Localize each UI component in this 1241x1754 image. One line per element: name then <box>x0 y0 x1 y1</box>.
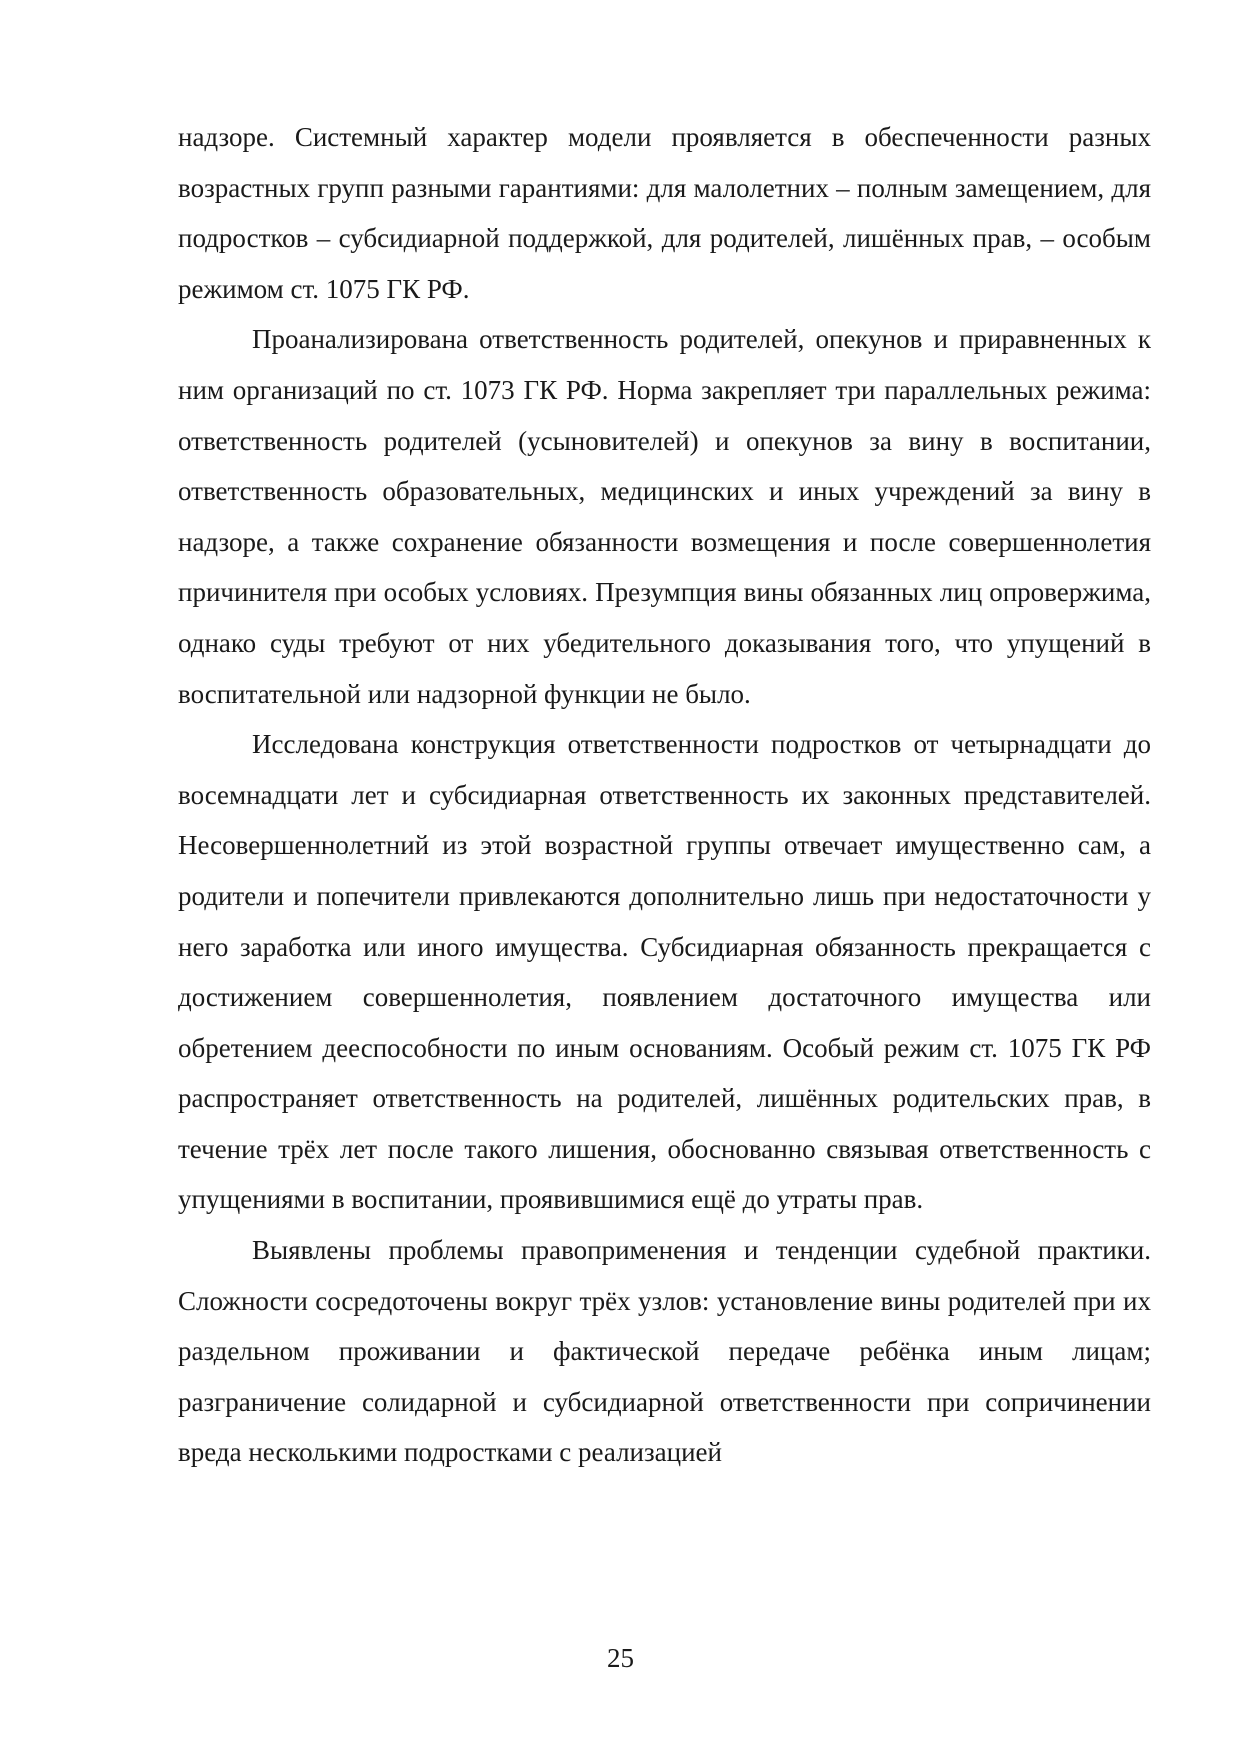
paragraph-1: надзоре. Системный характер модели проявляется в обеспеченности разных возрастных групп разными гарантиями: для малолетних – полным замещением, для подростков – субсидиарной поддержкой, для родителей, лишённых прав, – особым режимом ст. 1075 ГК РФ. <box>178 122 1151 304</box>
page-number: 25 <box>607 1643 634 1673</box>
body-text <box>178 112 1151 1478</box>
paragraph-2: Проанализирована ответственность родителей, опекунов и приравненных к ним организаций по ст. 1073 ГК РФ. Норма закрепляет три параллельных режима: ответственность родителей (усыновителей) и опекунов за вину в воспитании, ответственность образовательных, медицинских и иных учреждений за вину в надзоре, а также сохранение обязанности возмещения и после совершеннолетия причинителя при особых условиях. Презумпция вины обязанных лиц опровержима, однако суды требуют от них убедительного доказывания того, что упущений в воспитательной или надзорной функции не было. <box>178 324 1151 709</box>
paragraph-3: Исследована конструкция ответственности подростков от четырнадцати до восемнадцати лет и субсидиарная ответственность их законных представителей. Несовершеннолетний из этой возрастной группы отвечает имущественно сам, а родители и попечители привлекаются дополнительно лишь при недостаточности у него заработка или иного имущества. Субсидиарная обязанность прекращается с достижением совершеннолетия, появлением достаточного имущества или обретением дееспособности по иным основаниям. Особый режим ст. 1075 ГК РФ распространяет ответственность на родителей, лишённых родительских прав, в течение трёх лет после такого лишения, обоснованно связывая ответственность с упущениями в воспитании, проявившимися ещё до утраты прав. <box>178 729 1151 1215</box>
paragraph-4: Выявлены проблемы правоприменения и тенденции судебной практики. Сложности сосредоточены вокруг трёх узлов: установление вины родителей при их раздельном проживании и фактической передаче ребёнка иным лицам; разграничение солидарной и субсидиарной ответственности при сопричинении вреда несколькими подростками с реализацией <box>178 1235 1151 1468</box>
